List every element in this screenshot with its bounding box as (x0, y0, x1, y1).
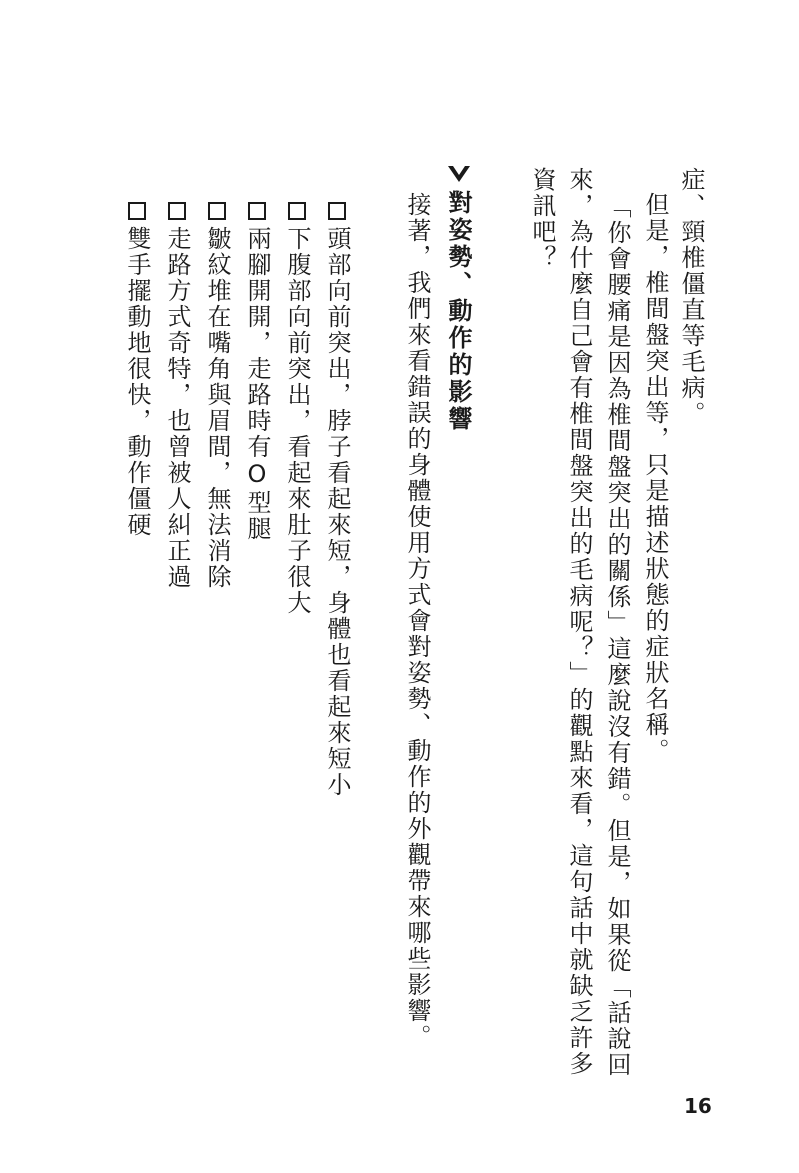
checklist-item-5 (165, 202, 189, 590)
checklist-item-text: 兩腳開開，走路時有O型腿 (243, 226, 271, 542)
checkbox-icon (208, 202, 226, 220)
checklist-item-2 (285, 202, 309, 616)
paragraph-line-4: 來，為什麼自己會有椎間盤突出的毛病呢？」的觀點來看，這句話中就缺乏許多 (565, 167, 593, 1077)
checkbox-icon (328, 202, 346, 220)
checkbox-icon (288, 202, 306, 220)
page-number: 16 (684, 1094, 712, 1118)
checkbox-icon (168, 202, 186, 220)
checklist-item-4 (205, 202, 229, 590)
paragraph-line-3: 「你會腰痛是因為椎間盤突出的關係」這麼說沒有錯。但是，如果從「話說回 (603, 194, 631, 1078)
checklist-item-1 (325, 202, 349, 798)
checklist-item-text: 走路方式奇特，也曾被人糾正過 (163, 226, 191, 590)
paragraph-line-1: 症、頸椎僵直等毛病。 (677, 167, 705, 427)
section-intro-line: 接著，我們來看錯誤的身體使用方式會對姿勢、動作的外觀帶來哪些影響。 (403, 192, 431, 1050)
chevron-down-icon (446, 163, 472, 185)
checklist-item-text: 頭部向前突出，脖子看起來短，身體也看起來短小 (323, 226, 351, 798)
checklist-item-text: 雙手擺動地很快，動作僵硬 (123, 226, 151, 538)
paragraph-line-2: 但是，椎間盤突出等，只是描述狀態的症狀名稱。 (641, 192, 669, 764)
checkbox-icon (128, 202, 146, 220)
paragraph-line-5: 資訊吧？ (528, 167, 556, 271)
checklist-item-text: 下腹部向前突出，看起來肚子很大 (283, 226, 311, 616)
checklist-item-6 (125, 202, 149, 538)
section-heading: 對姿勢、動作的影響 (444, 190, 472, 433)
checklist-item-text: 皺紋堆在嘴角與眉間，無法消除 (203, 226, 231, 590)
checklist-item-3 (245, 202, 269, 542)
checkbox-icon (248, 202, 266, 220)
